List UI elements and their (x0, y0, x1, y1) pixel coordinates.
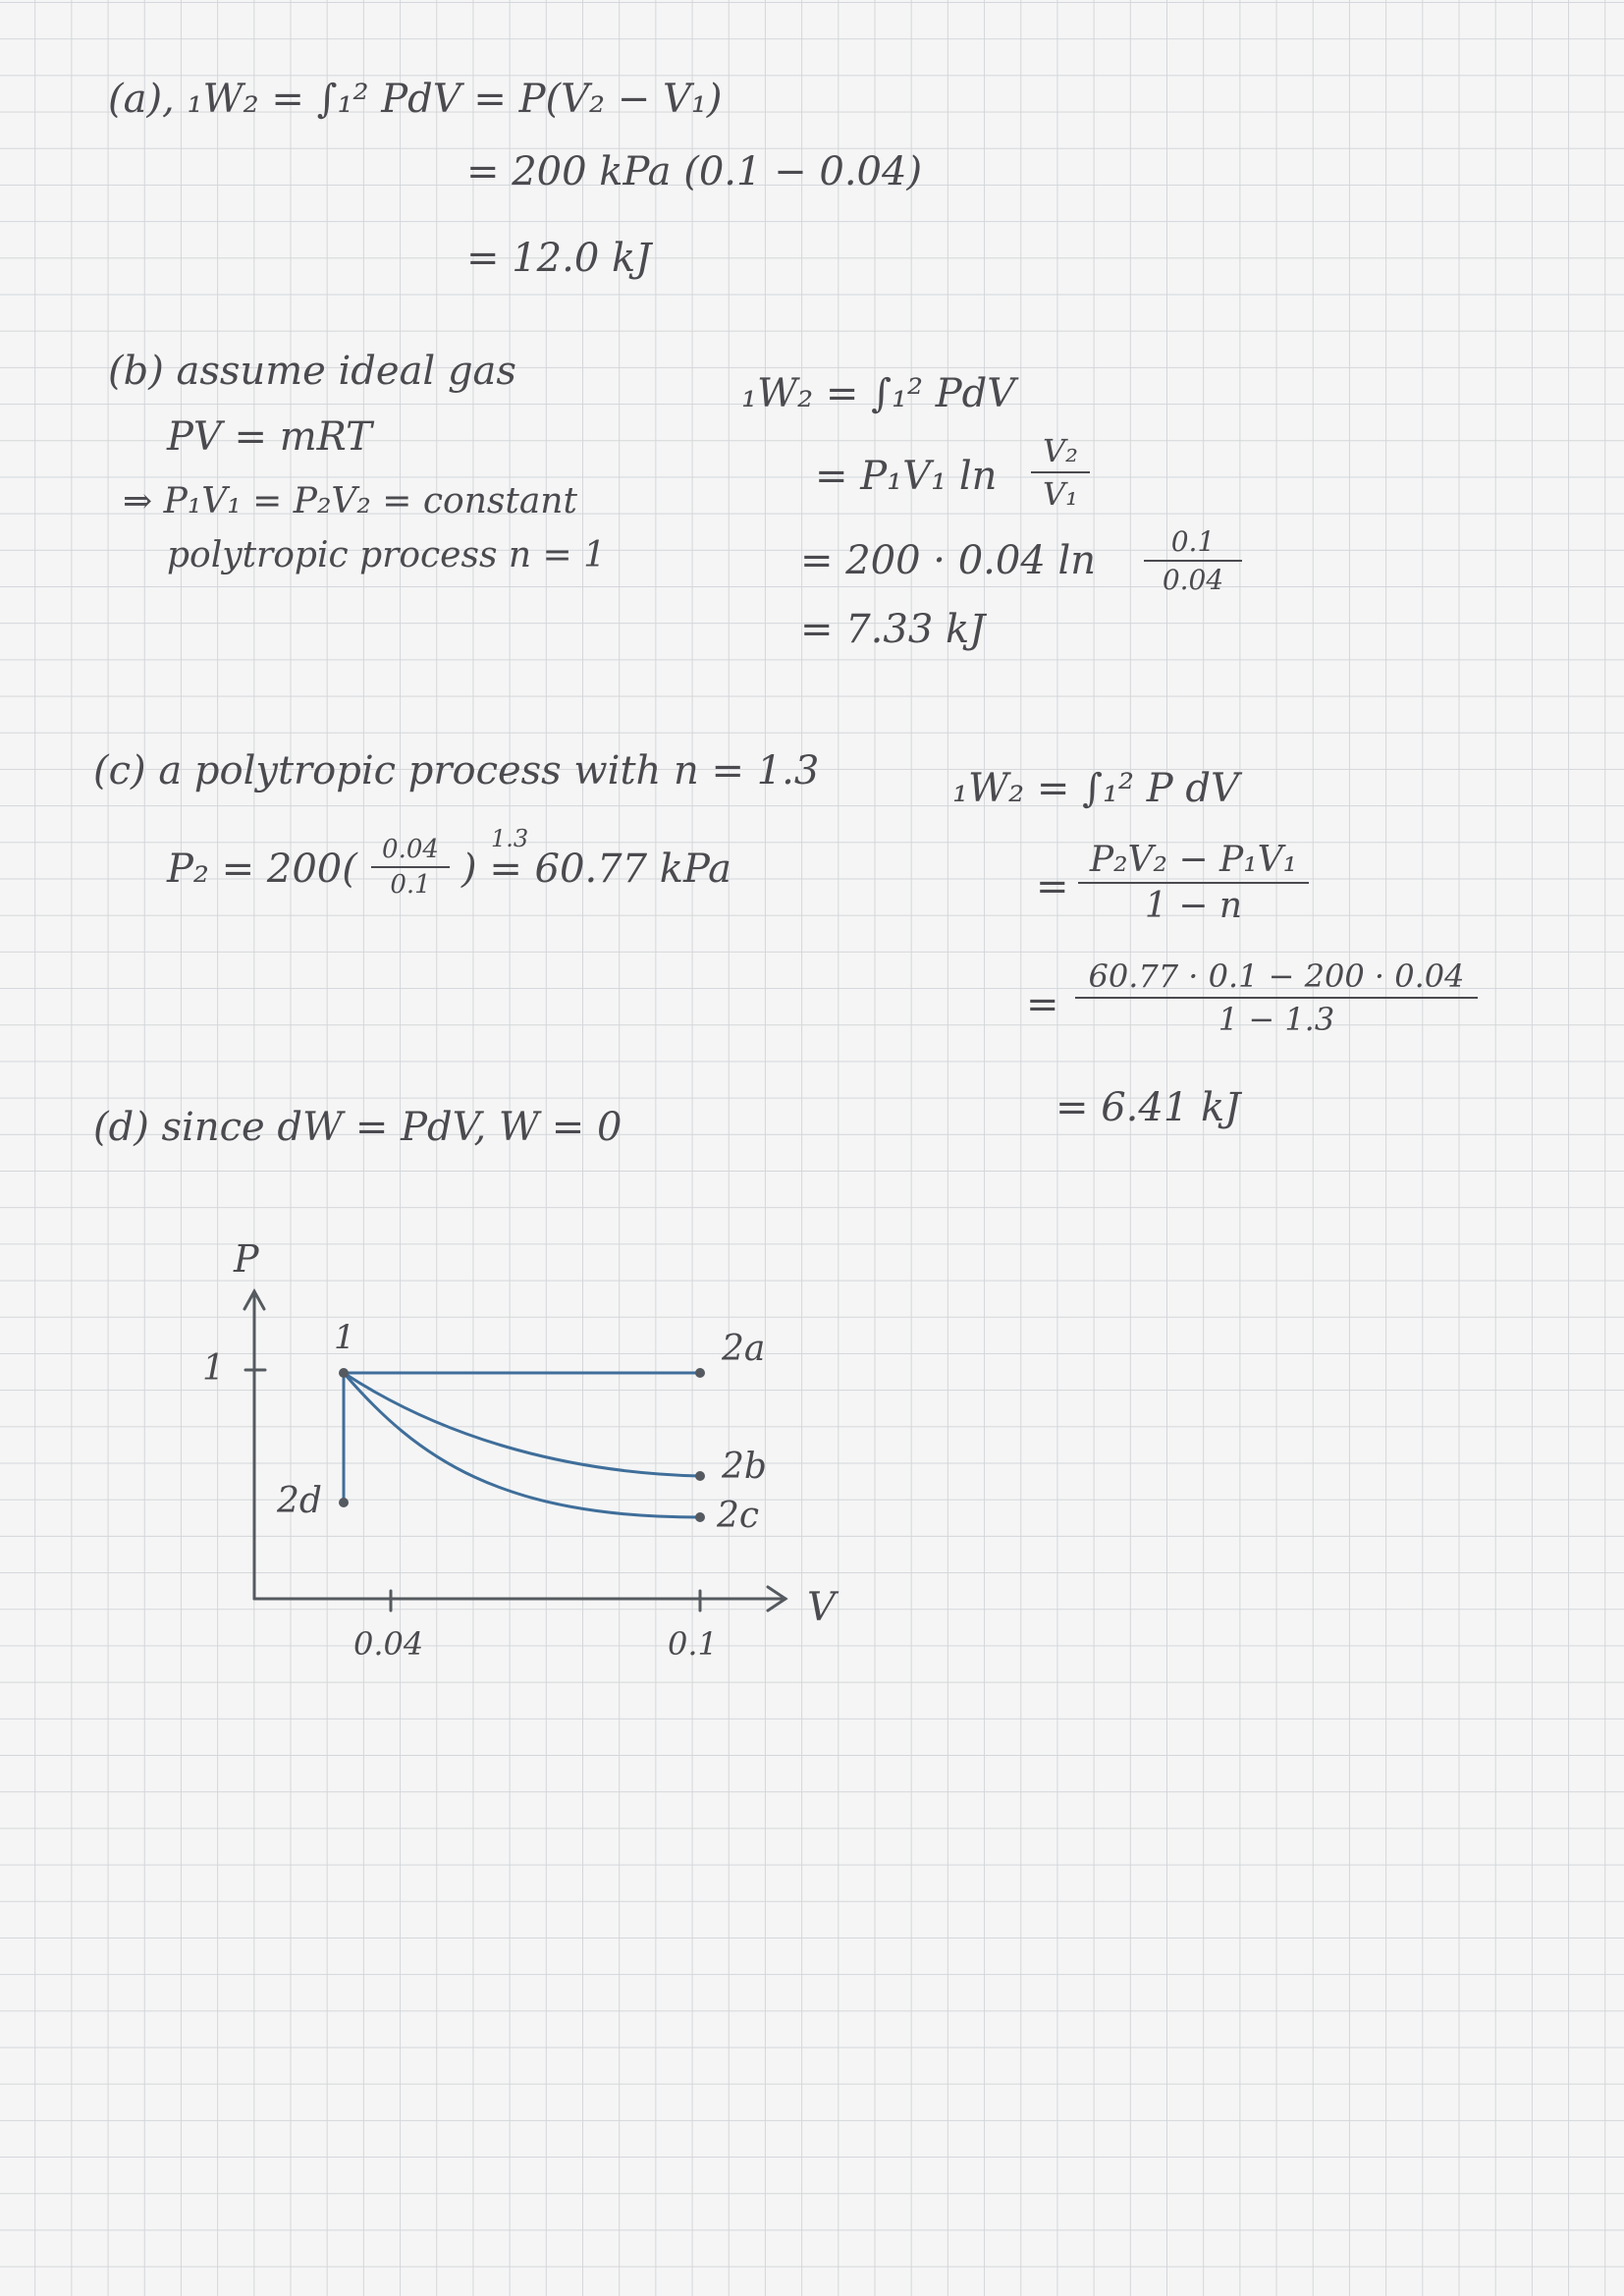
process-1-2b-curve (344, 1373, 700, 1476)
part-b-work-line-2: = P₁V₁ ln (815, 454, 998, 499)
part-b-volume-ratio-fraction (1031, 432, 1090, 513)
part-b-work-line-1: ₁W₂ = ∫₁² PdV (741, 371, 1016, 416)
part-c-p2-result: ) = 60.77 kPa (461, 847, 731, 892)
part-c-work-line-1: ₁W₂ = ∫₁² P dV (952, 766, 1239, 811)
fraction-numerator: V₂ (1043, 432, 1078, 469)
fraction-denominator: 0.04 (1162, 564, 1224, 596)
part-c-equals-1: = (1036, 864, 1069, 909)
part-c-equals-2: = (1026, 982, 1059, 1027)
fraction-bar (1031, 471, 1090, 473)
fraction-numerator: P₂V₂ − P₁V₁ (1089, 840, 1298, 880)
part-b-polytropic-note: polytropic process n = 1 (167, 535, 607, 575)
part-d-line: (d) since dW = PdV, W = 0 (93, 1105, 623, 1150)
part-b-ideal-gas-law: PV = mRT (167, 414, 372, 460)
part-c-work-numeric-fraction (1075, 957, 1478, 1038)
fraction-bar (1075, 997, 1478, 999)
process-1-2c-curve (344, 1373, 700, 1517)
pv-diagram (167, 1232, 854, 1694)
part-c-p2-prefix: P₂ = 200( (167, 847, 357, 892)
fraction-numerator: 0.04 (382, 835, 439, 864)
fraction-numerator: 60.77 · 0.1 − 200 · 0.04 (1088, 957, 1465, 995)
part-b-numeric-ratio-fraction (1144, 525, 1242, 596)
part-c-volume-ratio-fraction (371, 835, 450, 900)
part-b-work-result: = 7.33 kJ (800, 607, 986, 652)
fraction-denominator: 1 − n (1144, 886, 1243, 926)
state-1-point (339, 1368, 349, 1378)
p-tick-label: 1 (202, 1348, 225, 1389)
part-c-work-result: = 6.41 kJ (1056, 1085, 1241, 1130)
part-a-line-1: (a), ₁W₂ = ∫₁² PdV = P(V₂ − V₁) (108, 77, 723, 122)
state-2d-label: 2d (277, 1481, 322, 1521)
state-2a-label: 2a (722, 1329, 766, 1369)
fraction-bar (1144, 560, 1242, 562)
part-b-work-line-3: = 200 · 0.04 ln (800, 538, 1097, 583)
state-1-label: 1 (334, 1318, 355, 1357)
process-paths (344, 1373, 700, 1517)
state-2c-label: 2c (717, 1496, 760, 1536)
state-2b-point (695, 1471, 705, 1481)
fraction-denominator: 1 − 1.3 (1218, 1001, 1335, 1038)
part-b-heading: (b) assume ideal gas (108, 349, 516, 394)
p-axis-label: P (234, 1237, 259, 1281)
fraction-denominator: V₁ (1043, 475, 1078, 513)
fraction-denominator: 0.1 (390, 870, 431, 900)
fraction-bar (371, 866, 450, 868)
part-b-constant-relation: ⇒ P₁V₁ = P₂V₂ = constant (123, 481, 577, 521)
state-2d-point (339, 1498, 349, 1507)
fraction-numerator: 0.1 (1170, 525, 1216, 558)
part-c-heading: (c) a polytropic process with n = 1.3 (93, 748, 820, 793)
part-a-line-3: = 12.0 kJ (466, 236, 652, 281)
part-a-line-2: = 200 kPa (0.1 − 0.04) (466, 149, 923, 194)
state-2c-point (695, 1512, 705, 1522)
v-tick-label-0-1: 0.1 (668, 1625, 718, 1663)
v-tick-label-0-04: 0.04 (353, 1625, 424, 1663)
part-c-p2-exponent: 1.3 (491, 825, 529, 852)
state-2b-label: 2b (722, 1447, 767, 1487)
v-axis-label: V (807, 1585, 836, 1630)
fraction-bar (1078, 882, 1309, 884)
part-c-work-formula-fraction (1078, 840, 1309, 926)
state-2a-point (695, 1368, 705, 1378)
